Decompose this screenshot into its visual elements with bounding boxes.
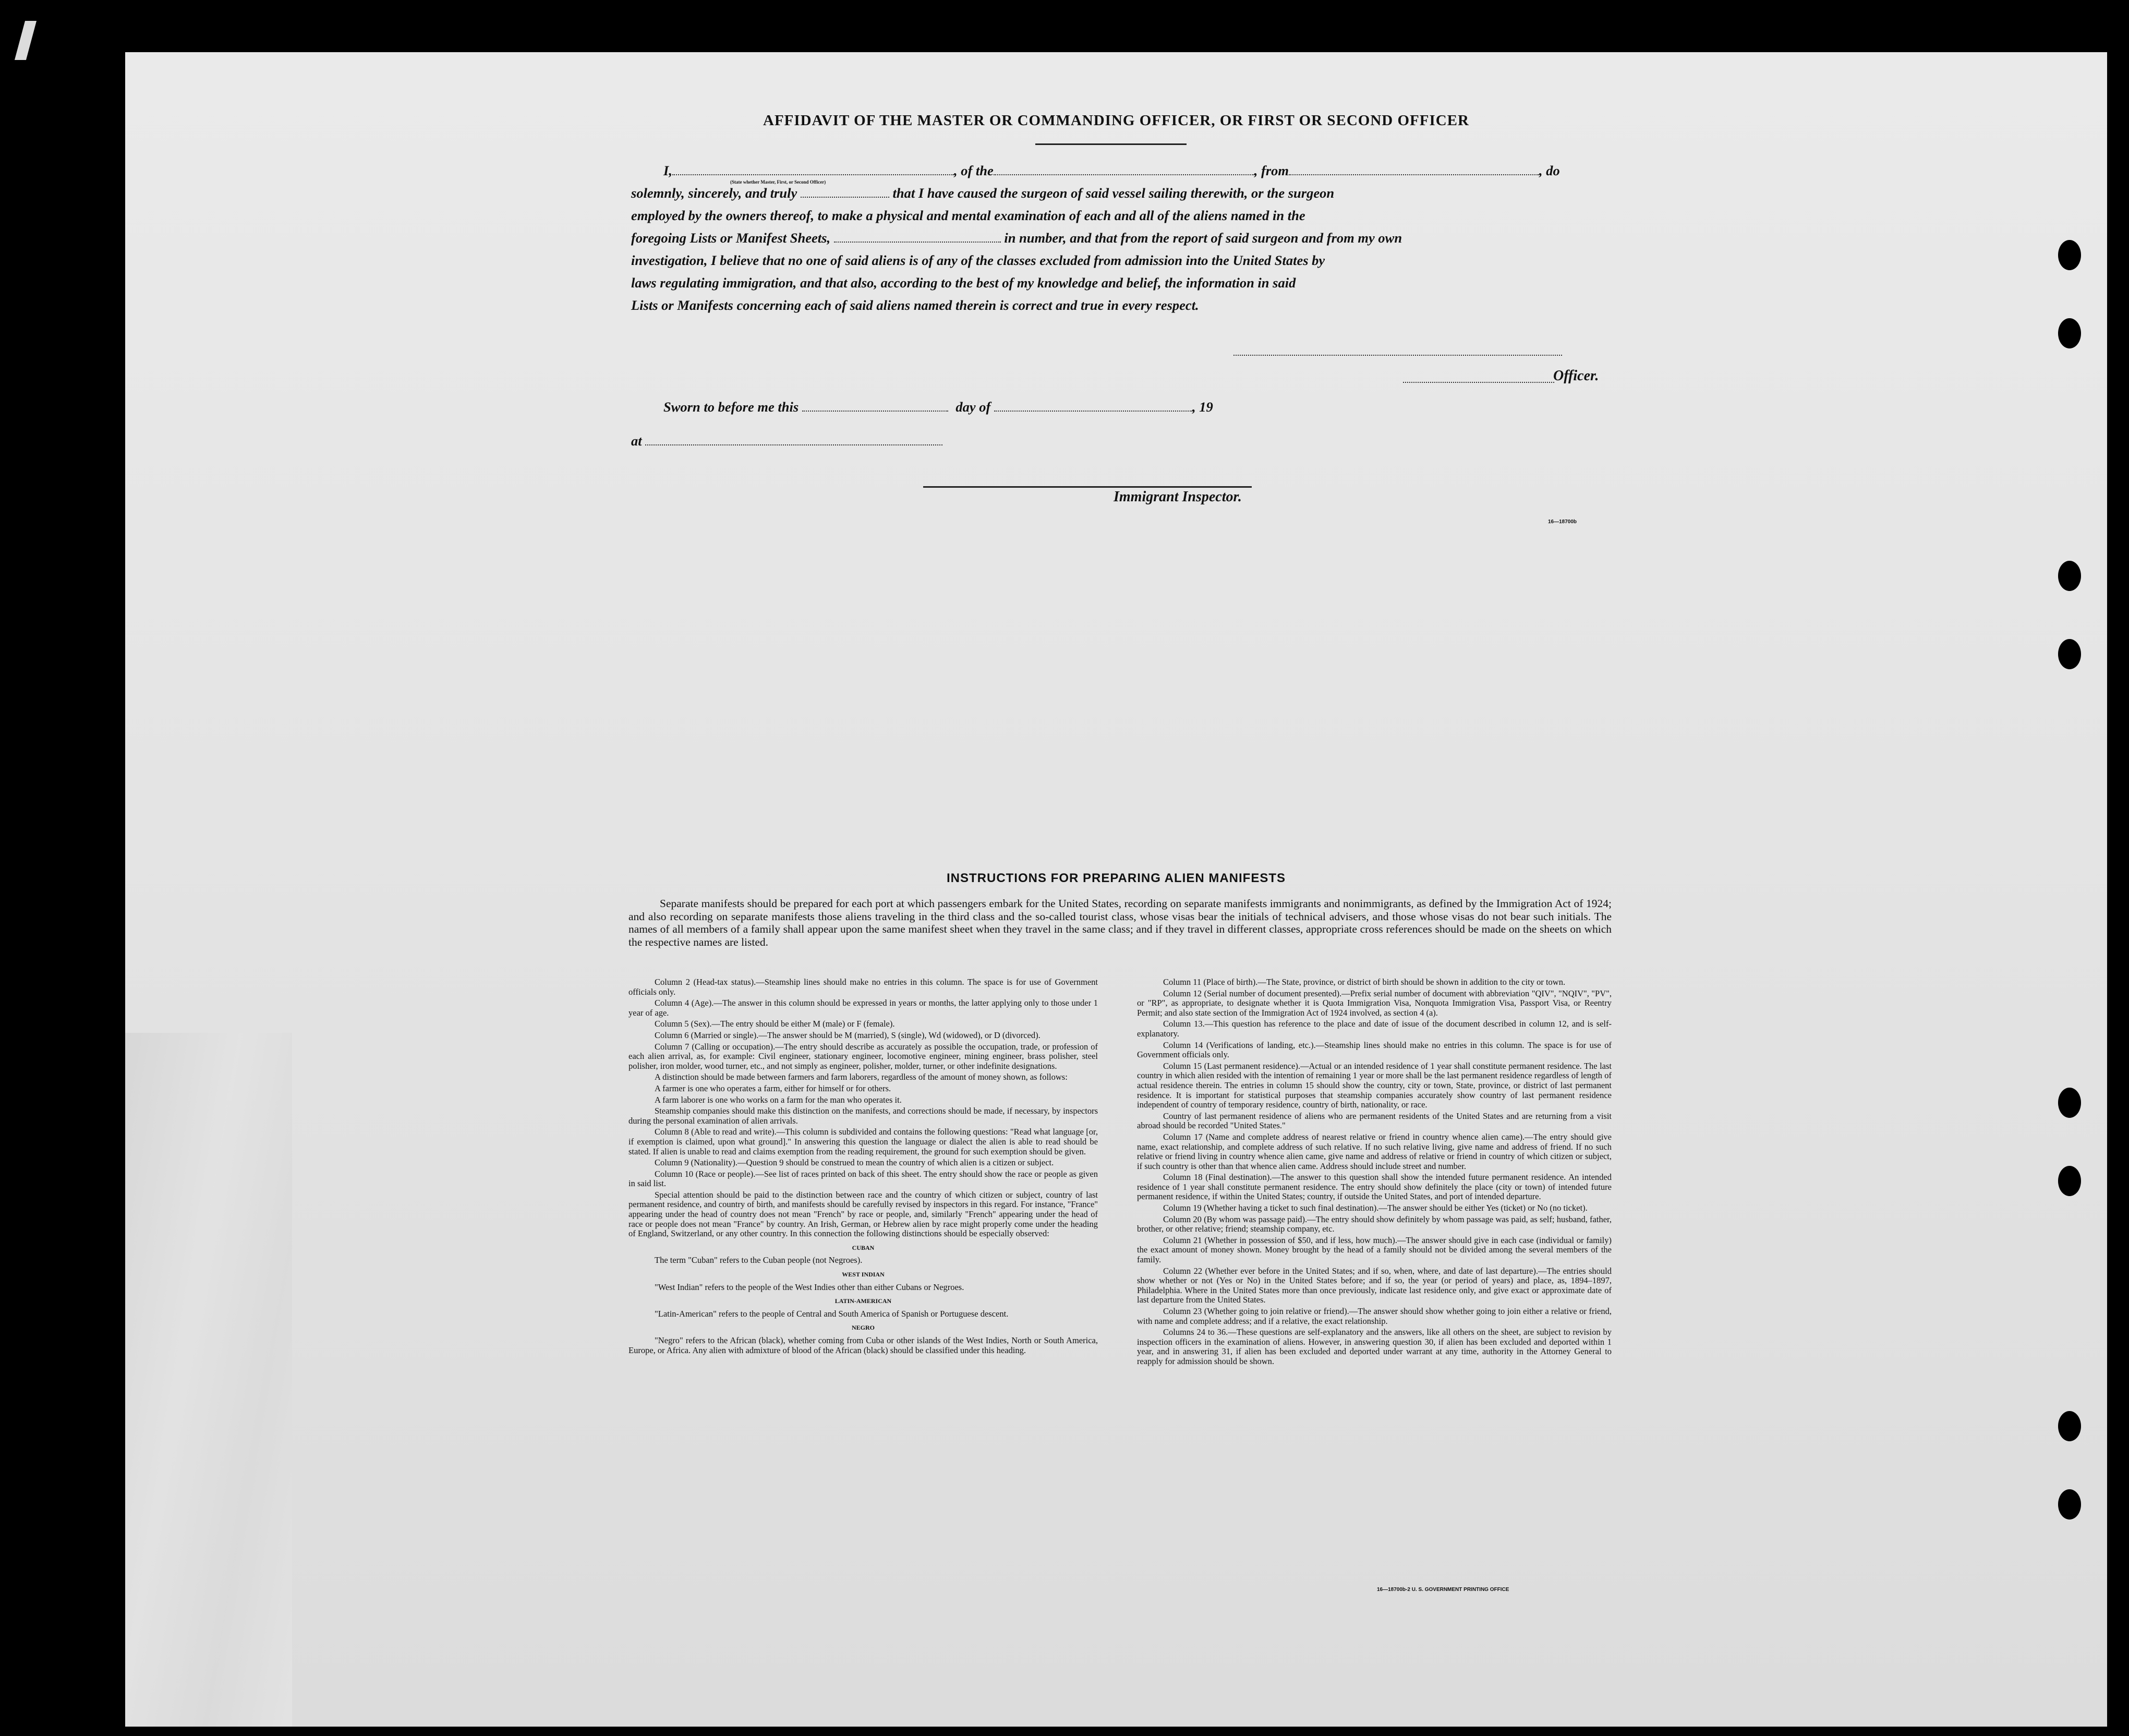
punch-hole	[2058, 1166, 2081, 1196]
instruction-paragraph: Column 10 (Race or people).—See list of races printed on back of this sheet. The entry should show the race or people as given in said list.	[628, 1168, 1098, 1189]
section-heading-cuban: CUBAN	[852, 1244, 875, 1251]
instruction-paragraph: Column 20 (By whom was passage paid).—The entry should show definitely by whom passage was paid, as self; husband, father, brother, or other relative; friend; steamship company, etc.	[1137, 1214, 1612, 1234]
port-blank[interactable]	[1289, 174, 1539, 175]
instruction-paragraph: Column 13.—This question has reference to the place and date of issue of the document described in column 12, and is self-explanatory.	[1137, 1019, 1612, 1039]
instruction-paragraph: Column 22 (Whether ever before in the United States; and if so, when, where, and date of last departure).—The entries should show whether or not (Yes or No) in the United States before; and if so, the year (or period of years) and place, as, 1894–1897, Philadelphia. Where in the United States more than once previously, indicate last residence only, and give exact or approximate date of last departure from the United States.	[1137, 1265, 1612, 1305]
instruction-paragraph: Column 18 (Final destination).—The answer to this question shall show the intended future permanent residence. An intended residence of 1 year shall constitute permanent residence. The entry should show definitely the place (city or town) of intended future permanent residence, if within the United States; country, if outside the United States, and port of intended departure.	[1137, 1172, 1612, 1202]
instruction-paragraph: "West Indian" refers to the people of the West Indies other than either Cubans or Negroes.	[655, 1282, 964, 1292]
affidavit-line-6: laws regulating immigration, and that also, according to the best of my knowledge and belief, the information in said	[631, 275, 1296, 291]
affidavit-line-5: investigation, I believe that no one of said aliens is of any of the classes excluded from admission into the United States by	[631, 252, 1325, 268]
instruction-paragraph: Column 8 (Able to read and write).—This column is subdivided and contains the following questions: "Read what language [or, if exemption is claimed, upon what ground]." In answering this question the language or dialect the alien is able to read should be stated. If alien is unable to read and claims exemption from the reading requirement, the ground for such exemption should be given.	[628, 1127, 1098, 1156]
affidavit-line-1: I, , of the , from , do	[663, 163, 1560, 178]
instruction-paragraph: A farmer is one who operates a farm, either for himself or for others.	[655, 1083, 891, 1093]
officer-label: Officer.	[1553, 368, 1599, 384]
section-heading-west-indian: WEST INDIAN	[842, 1271, 885, 1279]
instruction-paragraph: Column 23 (Whether going to join relative or friend).—The answer should show whether going to join either a relative or friend, with name and complete address; and if a relative, the exact relationship.	[1137, 1306, 1612, 1326]
oath-blank[interactable]	[801, 197, 889, 198]
page-fold-shadow	[125, 1033, 292, 1727]
place-blank[interactable]	[645, 444, 942, 445]
instruction-paragraph: Column 21 (Whether in possession of $50, and if less, how much).—The answer should give in each case (individual or family) the exact amount of money shown. Money brought by the head of a family should not be divided among the several members of the family.	[1137, 1235, 1612, 1265]
instruction-paragraph: Column 19 (Whether having a ticket to such final destination).—The answer should be either Yes (ticket) or No (no ticket).	[1163, 1203, 1588, 1213]
affidavit-line-3: employed by the owners thereof, to make a physical and mental examination of each and all of the aliens named in the	[631, 208, 1305, 223]
sworn-day-blank[interactable]	[802, 411, 948, 412]
punch-hole	[2058, 1411, 2081, 1441]
punch-hole	[2058, 1088, 2081, 1118]
section-heading-negro: NEGRO	[851, 1324, 875, 1332]
punch-hole	[2058, 318, 2081, 348]
punch-hole	[2058, 639, 2081, 669]
officer-note: (State whether Master, First, or Second Officer)	[730, 179, 826, 185]
instruction-paragraph: Columns 24 to 36.—These questions are self-explanatory and the answers, like all others on the sheet, are subject to revision by inspection officers in the examination of aliens. However, in answering question 30, if alien has been excluded and deported within 1 year, and in answering 31, if alien has been excluded and deported under warrant at any time, authority in the Attorney General to reapply for admission should be shown.	[1137, 1327, 1612, 1366]
affidavit-line-2: solemnly, sincerely, and truly that I have caused the surgeon of said vessel sailing therewith, or the surgeon	[631, 185, 1335, 201]
instruction-paragraph: Column 2 (Head-tax status).—Steamship lines should make no entries in this column. The space is for use of Government officials only.	[628, 977, 1098, 997]
punch-hole	[2058, 1489, 2081, 1520]
instructions-title: INSTRUCTIONS FOR PREPARING ALIEN MANIFESTS	[946, 871, 1286, 885]
officer-signature-line[interactable]	[1403, 382, 1554, 383]
section-heading-latin-american: LATIN-AMERICAN	[834, 1297, 892, 1305]
affidavit-title: AFFIDAVIT OF THE MASTER OR COMMANDING OFFICER, OR FIRST OR SECOND OFFICER	[763, 112, 1469, 129]
instruction-paragraph: "Negro" refers to the African (black), whether coming from Cuba or other islands of the West Indies, North or South America, Europe, or Africa. Any alien with admixture of blood of the African (black) should be classified under this heading.	[628, 1335, 1098, 1355]
inspector-label: Immigrant Inspector.	[1114, 489, 1242, 505]
instruction-paragraph: Column 9 (Nationality).—Question 9 should be construed to mean the country of which alien is a citizen or subject.	[655, 1158, 1054, 1168]
place-line: at	[631, 433, 1612, 449]
footer-imprint: 16—18700b-2 U. S. GOVERNMENT PRINTING OFFICE	[1377, 1587, 1509, 1593]
punch-hole	[2058, 561, 2081, 591]
vessel-blank[interactable]	[994, 174, 1254, 175]
officer-rank-blank[interactable]	[672, 174, 954, 175]
sworn-line: Sworn to before me this day of , 19	[663, 399, 1213, 415]
instruction-paragraph: "Latin-American" refers to the people of Central and South America of Spanish or Portuguese descent.	[655, 1308, 1009, 1319]
instruction-paragraph: Column 15 (Last permanent residence).—Actual or an intended residence of 1 year shall constitute permanent residence. The last country in which alien resided with the intention of remaining 1 year or more shall be the last permanent residence regardless of length of actual residence therein. The entries in column 15 should show the country, city or town, State, province, or district of last permanent residence. It is important for statistical purposes that steamship companies accurately show country of last permanent residence independent of country of temporary residence, country of birth, nationality, or race.	[1137, 1060, 1612, 1110]
instruction-paragraph: Column 7 (Calling or occupation).—The entry should describe as accurately as possible the occupation, trade, or profession of each alien arrival, as, for example: Civil engineer, stationary engineer, locomotive engineer, mining engineer, brass polisher, steel polisher, iron molder, wood turner, etc., and not simply as engineer, polisher, molder, turner, or other indefinite designations.	[628, 1041, 1098, 1071]
instruction-paragraph: The term "Cuban" refers to the Cuban people (not Negroes).	[655, 1255, 863, 1265]
instruction-paragraph: Column 4 (Age).—The answer in this column should be expressed in years or months, the latter applying only to those under 1 year of age.	[628, 998, 1098, 1018]
instruction-paragraph: Column 12 (Serial number of document presented).—Prefix serial number of document with abbreviation "QIV", "NQIV", "PV", or "RP", as appropriate, to designate whether it is Quota Immigration Visa, Nonquota Immigration Visa, Passport Visa, or Reentry Permit; and also state section of the Immigration Act of 1924 involved, as section 4 (a).	[1137, 988, 1612, 1018]
instructions-right-column	[1137, 978, 1612, 1368]
instruction-paragraph: Column 6 (Married or single).—The answer should be M (married), S (single), Wd (widowed), or D (divorced).	[655, 1030, 1041, 1040]
sworn-month-blank[interactable]	[994, 411, 1192, 412]
punch-hole	[2058, 240, 2081, 270]
instruction-paragraph: Steamship companies should make this distinction on the manifests, and corrections should be made, if necessary, by inspectors during the personal examination of alien arrivals.	[628, 1106, 1098, 1126]
instruction-paragraph: Country of last permanent residence of aliens who are permanent residents of the United States and are returning from a visit abroad should be recorded "United States."	[1137, 1111, 1612, 1131]
instruction-paragraph: A distinction should be made between farmers and farm laborers, regardless of the amount of money shown, as follows:	[655, 1072, 1068, 1082]
affidavit-line-7: Lists or Manifests concerning each of said aliens named therein is correct and true in every respect.	[631, 297, 1199, 313]
instructions-intro: Separate manifests should be prepared for each port at which passengers embark for the United States, recording on separate manifests immigrants and nonimmigrants, as defined by the Immigration Act of 1924; and also recording on separate manifests those aliens traveling in the third class and the so-called tourist class, whose visas bear the initials of technical advisers, and those whose visas do not bear such initials. The names of all members of a family shall appear upon the same manifest sheet when they travel in the same class; and if they travel in different classes, appropriate cross references should be made on the sheets on which the respective names are listed.	[628, 897, 1612, 948]
instruction-paragraph: Column 5 (Sex).—The entry should be either M (male) or F (female).	[655, 1019, 895, 1029]
sheet-count-blank[interactable]	[834, 242, 1001, 243]
instruction-paragraph: Column 11 (Place of birth).—The State, province, or district of birth should be shown in addition to the city or town.	[1163, 977, 1566, 987]
signature-line[interactable]	[1233, 355, 1562, 356]
instructions-left-column	[628, 978, 1098, 1357]
corner-mark	[15, 21, 37, 60]
title-divider	[1035, 143, 1187, 145]
form-number: 16—18700b	[1548, 519, 1577, 525]
affidavit-line-4: foregoing Lists or Manifest Sheets, in number, and that from the report of said surgeon and from my own	[631, 230, 1402, 246]
instruction-paragraph: Column 14 (Verifications of landing, etc.).—Steamship lines should make no entries in this column. The space is for use of Government officials only.	[1137, 1040, 1612, 1060]
instruction-paragraph: Special attention should be paid to the distinction between race and the country of which citizen or subject, country of last permanent residence, and country of birth, and manifests should be carefully revised by inspectors in this regard. For instance, "France" appearing under the head of country does not mean "French" by race or people, and, similarly "French" appearing under the head of race or people does not mean "France" by country. An Irish, German, or Hebrew alien by race might properly come under the heading of England, Switzerland, or any other country. In this connection the following distinctions should be especially observed:	[628, 1189, 1098, 1239]
inspector-signature-line[interactable]	[923, 486, 1252, 488]
instruction-paragraph: Column 17 (Name and complete address of nearest relative or friend in country whence alien came).—The entry should give name, exact relationship, and complete address of such relative. If no such relative living, give name and address of friend. If no such relative or friend living in country whence alien came, give name and address of relative or friend in country of which citizen or subject, if such country is other than that whence alien came. Address should include street and number.	[1137, 1131, 1612, 1171]
instruction-paragraph: A farm laborer is one who works on a farm for the man who operates it.	[655, 1094, 902, 1105]
